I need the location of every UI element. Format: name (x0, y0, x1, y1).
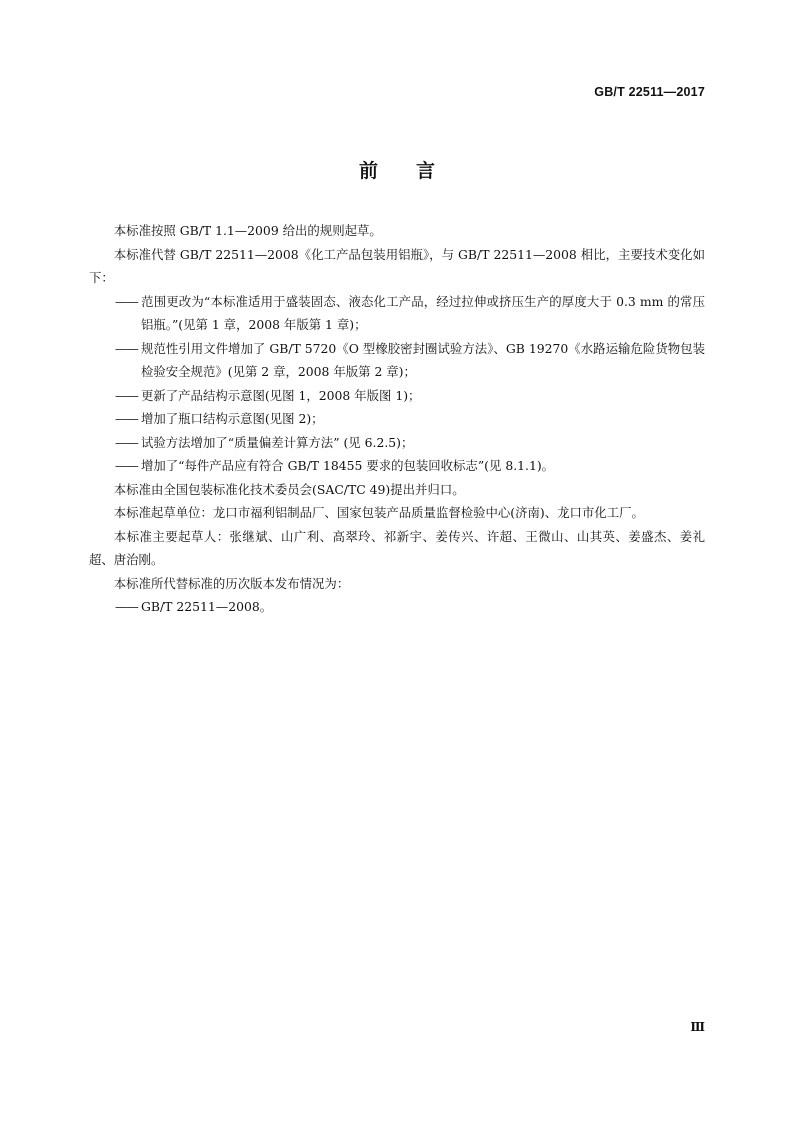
dash-marker: —— (115, 458, 138, 473)
list-item-text: 增加了瓶口结构示意图(见图 2)； (141, 411, 324, 426)
list-item-change (89, 290, 705, 337)
dash-marker: —— (115, 340, 138, 356)
list-item-text: 范围更改为“本标准适用于盛装固态、液态化工产品，经过拉伸或挤压生产的厚度大于 0.3 mm 的常压铝瓶。”(见第 1 章，2008 年版第 1 章)； (141, 293, 705, 332)
list-item-change (89, 431, 705, 455)
standard-code-header: GB/T 22511—2017 (594, 85, 705, 99)
list-item-text: 试验方法增加了“质量偏差计算方法” (见 6.2.5)； (141, 434, 414, 450)
dash-marker: —— (115, 434, 138, 450)
paragraph-drafters: 本标准主要起草人：张继斌、山广利、高翠玲、祁新宇、姜传兴、许超、王微山、山其英、姜盛杰、姜礼超、唐治刚。 (89, 528, 705, 567)
list-item-history (89, 595, 705, 619)
list-item-change (89, 407, 705, 431)
paragraph-history-intro: 本标准所代替标准的历次版本发布情况为： (113, 575, 350, 591)
list-item-text: 规范性引用文件增加了 GB/T 5720《O 型橡胶密封圈试验方法》、GB 19270《水路运输危险货物包装检验安全规范》(见第 2 章，2008 年版第 2 章)； (141, 340, 705, 379)
dash-marker: —— (115, 599, 138, 614)
page-title: 前 言 (358, 160, 435, 182)
dash-marker: —— (115, 293, 138, 309)
list-item-text: GB/T 22511—2008。 (141, 599, 273, 614)
paragraph-proposer: 本标准由全国包装标准化技术委员会(SAC/TC 49)提出并归口。 (113, 481, 465, 497)
foreword-body (89, 219, 705, 619)
paragraph-replacement: 本标准代替 GB/T 22511—2008《化工产品包装用铝瓶》，与 GB/T 22511—2008 相比，主要技术变化如下： (89, 246, 705, 285)
paragraph-drafting-units: 本标准起草单位：龙口市福利铝制品厂、国家包装产品质量监督检验中心(济南)、龙口市化工厂。 (113, 505, 644, 520)
paragraph-drafting-rules: 本标准按照 GB/T 1.1—2009 给出的规则起草。 (113, 223, 382, 238)
list-item-text: 更新了产品结构示意图(见图 1，2008 年版图 1)； (141, 387, 421, 403)
dash-marker: —— (115, 411, 138, 426)
list-item-text: 增加了“每件产品应有符合 GB/T 18455 要求的包装回收标志”(见 8.1.1)。 (141, 458, 555, 473)
page-number: Ⅲ (690, 1020, 705, 1034)
list-item-change (89, 384, 705, 408)
list-item-change (89, 454, 705, 478)
dash-marker: —— (115, 387, 138, 403)
list-item-change (89, 337, 705, 384)
